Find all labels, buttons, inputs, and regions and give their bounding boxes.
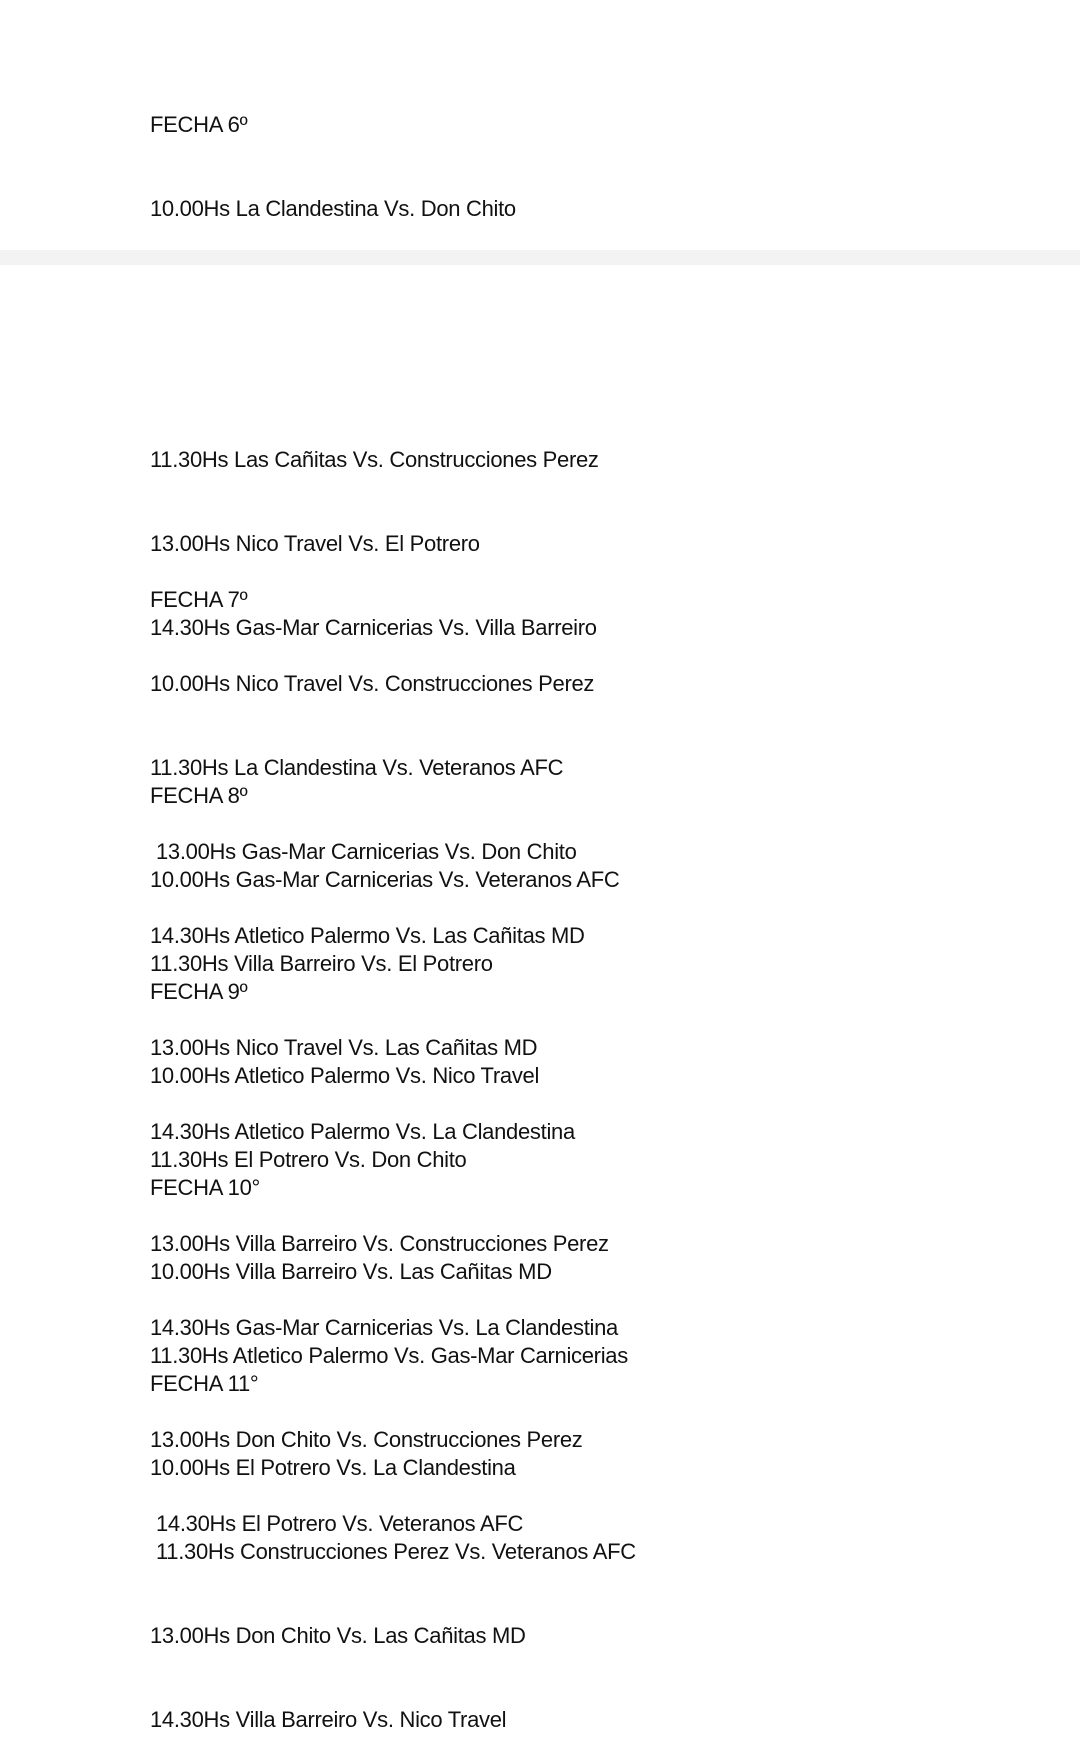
- fecha-8-heading: FECHA 8º: [150, 783, 248, 808]
- match-line: 14.30Hs Atletico Palermo Vs. Las Cañitas MD: [150, 923, 585, 948]
- match-line: 10.00Hs Nico Travel Vs. Construcciones Perez: [150, 671, 595, 696]
- match-line: 11.30Hs La Clandestina Vs. Veteranos AFC: [150, 755, 564, 780]
- match-line: 11.30Hs Las Cañitas Vs. Construcciones Perez: [150, 447, 599, 472]
- fecha-7-heading: FECHA 7º: [150, 587, 248, 612]
- match-line: 14.30Hs El Potrero Vs. Veteranos AFC: [156, 1511, 524, 1536]
- match-line: 11.30Hs Villa Barreiro Vs. El Potrero: [150, 951, 493, 976]
- fecha-11-block: [150, 1314, 636, 1762]
- match-line: 14.30Hs Gas-Mar Carnicerias Vs. Villa Barreiro: [150, 615, 597, 640]
- match-line: 11.30Hs Atletico Palermo Vs. Gas-Mar Carnicerias: [150, 1343, 628, 1368]
- match-line: 10.00Hs La Clandestina Vs. Don Chito: [150, 196, 516, 221]
- match-line: 13.00Hs Nico Travel Vs. Las Cañitas MD: [150, 1035, 538, 1060]
- match-line: 10.00Hs Gas-Mar Carnicerias Vs. Veteranos AFC: [150, 867, 620, 892]
- match-line: 10.00Hs Atletico Palermo Vs. Nico Travel: [150, 1063, 540, 1088]
- match-line: 10.00Hs El Potrero Vs. La Clandestina: [150, 1455, 516, 1480]
- match-line: 10.00Hs Villa Barreiro Vs. Las Cañitas MD: [150, 1259, 552, 1284]
- match-line: 13.00Hs Villa Barreiro Vs. Construcciones Perez: [150, 1231, 609, 1256]
- match-line: 11.30Hs Construcciones Perez Vs. Veteranos AFC: [156, 1539, 636, 1564]
- match-line: 14.30Hs Atletico Palermo Vs. La Clandestina: [150, 1119, 575, 1144]
- match-line: 13.00Hs Don Chito Vs. Las Cañitas MD: [150, 1623, 526, 1648]
- fecha-9-heading: FECHA 9º: [150, 979, 248, 1004]
- fecha-11-heading: FECHA 11°: [150, 1371, 259, 1396]
- fecha-6-heading: FECHA 6º: [150, 112, 248, 137]
- match-line: 11.30Hs El Potrero Vs. Don Chito: [150, 1147, 467, 1172]
- fecha-10-heading: FECHA 10°: [150, 1175, 261, 1200]
- match-line: 14.30Hs Villa Barreiro Vs. Nico Travel: [150, 1707, 507, 1732]
- page-divider: [0, 250, 1080, 265]
- match-line: 14.30Hs Gas-Mar Carnicerias Vs. La Clandestina: [150, 1315, 618, 1340]
- match-line: 13.00Hs Gas-Mar Carnicerias Vs. Don Chito: [156, 839, 577, 864]
- fecha-6-block: [150, 55, 516, 251]
- match-line: 13.00Hs Don Chito Vs. Construcciones Perez: [150, 1427, 583, 1452]
- match-line: 13.00Hs Nico Travel Vs. El Potrero: [150, 531, 480, 556]
